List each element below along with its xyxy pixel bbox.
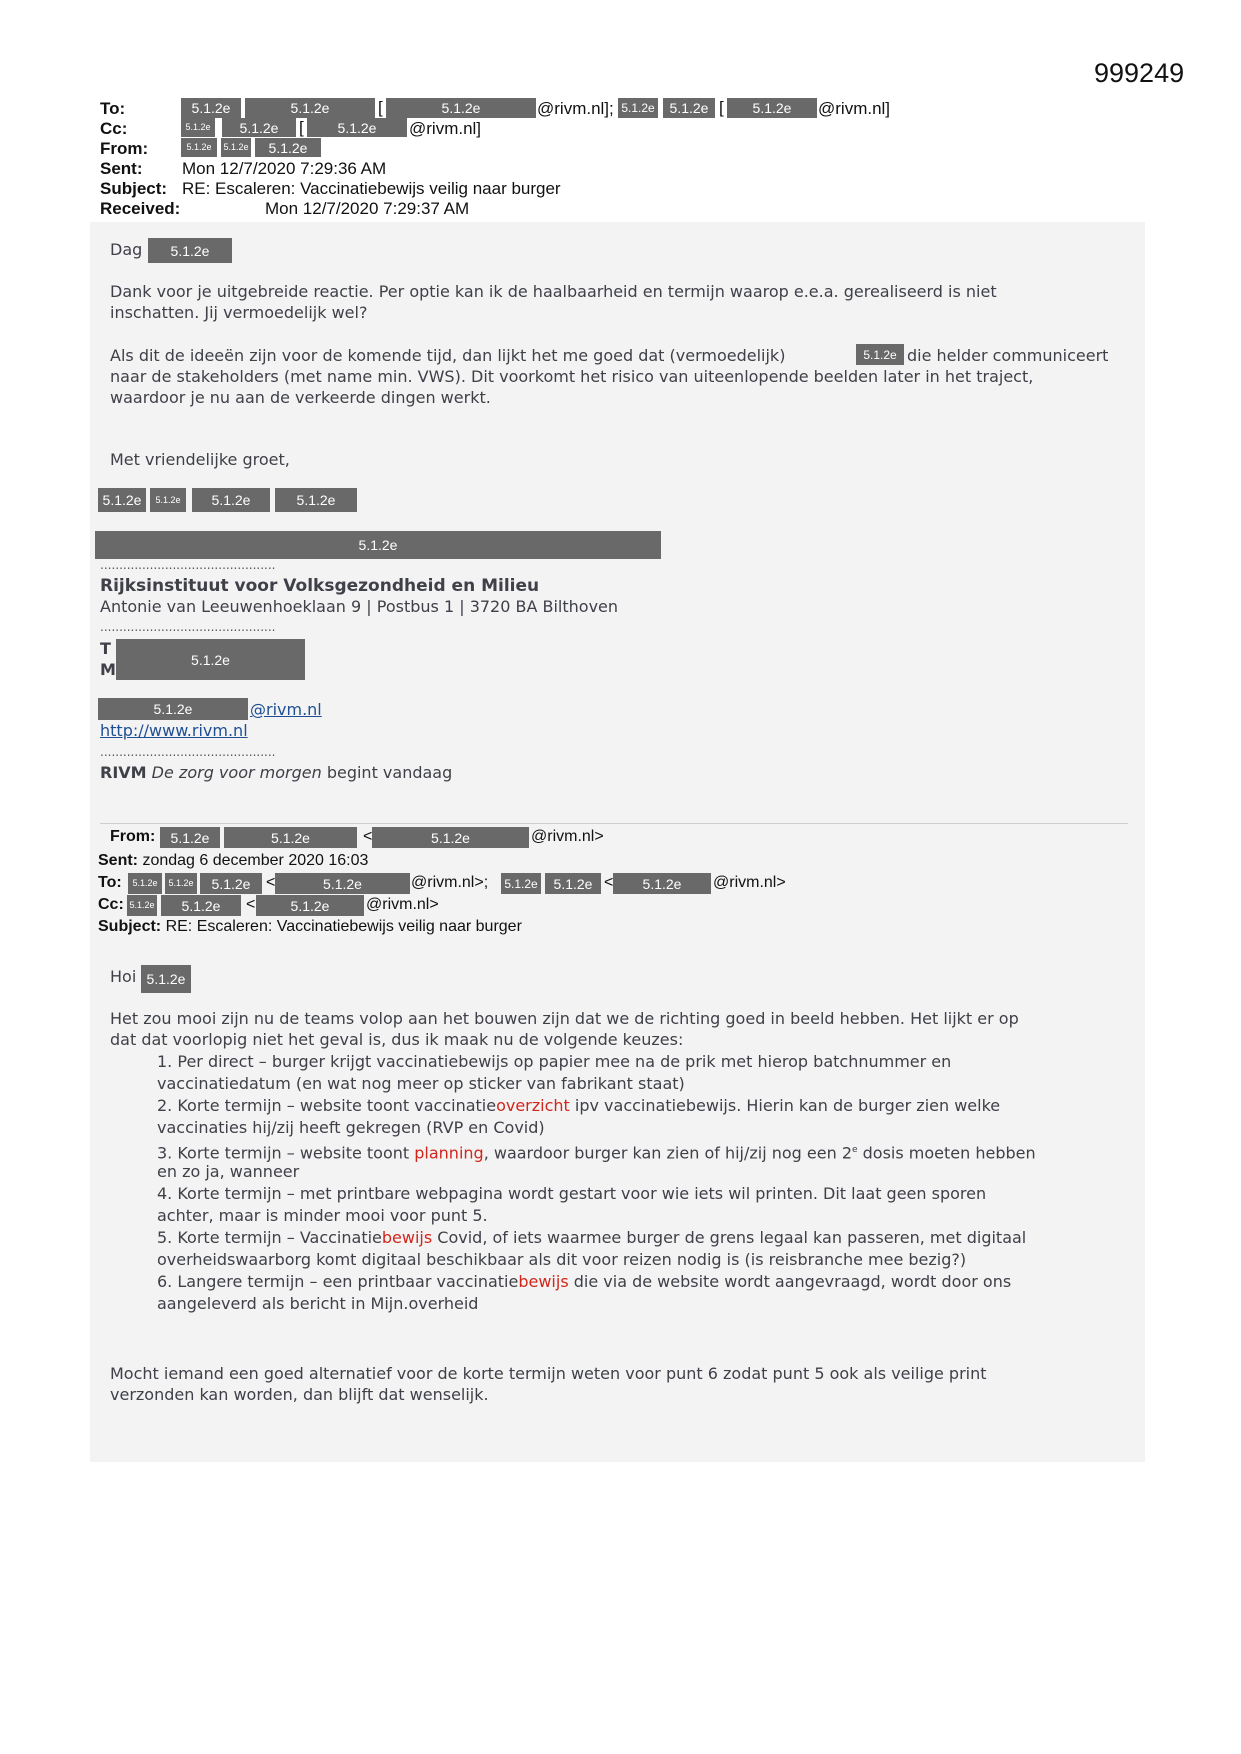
list-item: 3. Korte termijn – website toont planning, waardoor burger kan zien of hij/zij nog een 2e dosis moeten hebben bbox=[157, 1143, 1036, 1163]
redaction-box: 5.1.2e bbox=[545, 873, 601, 894]
redaction-box: 5.1.2e bbox=[161, 895, 241, 916]
list-item-continuation: en zo ja, wanneer bbox=[157, 1162, 300, 1181]
redaction-box: 5.1.2e bbox=[245, 98, 375, 118]
redaction-box: 5.1.2e bbox=[192, 488, 270, 512]
angle-bracket: < bbox=[266, 874, 276, 891]
redaction-box: 5.1.2e bbox=[256, 895, 364, 916]
paragraph-line: Dank voor je uitgebreide reactie. Per optie kan ik de haalbaarheid en termijn waarop e.e.a. gerealiseerd is niet bbox=[110, 282, 997, 301]
list-item: 6. Langere termijn – een printbaar vaccinatiebewijs die via de website wordt aangevraagd, wordt door ons bbox=[157, 1272, 1012, 1291]
from-label: From: bbox=[110, 828, 156, 845]
redaction-box: 5.1.2e bbox=[255, 138, 321, 157]
document-number: 999249 bbox=[1094, 58, 1185, 88]
cc-email-suffix: @rivm.nl> bbox=[366, 896, 439, 913]
tagline-rest: begint vandaag bbox=[326, 763, 453, 782]
subject-label: Subject: bbox=[100, 179, 168, 198]
redaction-box: 5.1.2e bbox=[95, 531, 661, 559]
from-label: From: bbox=[100, 139, 149, 158]
paragraph-line: Mocht iemand een goed alternatief voor de korte termijn weten voor punt 6 zodat punt 5 ook als veilige print bbox=[110, 1364, 987, 1383]
redaction-box: 5.1.2e bbox=[618, 98, 658, 118]
to-email-suffix: @rivm.nl]; bbox=[537, 99, 614, 118]
subject-value: RE: Escaleren: Vaccinatiebewijs veilig naar burger bbox=[182, 179, 561, 198]
redaction-box: 5.1.2e bbox=[150, 488, 186, 512]
redaction-box: 5.1.2e bbox=[727, 98, 817, 118]
to-email-suffix: @rivm.nl] bbox=[818, 99, 891, 118]
redaction-box: 5.1.2e bbox=[275, 488, 357, 512]
subject-label: Subject: bbox=[98, 918, 162, 935]
organization-name: Rijksinstituut voor Volksgezondheid en Milieu bbox=[100, 576, 540, 596]
redaction-box: 5.1.2e bbox=[116, 639, 305, 680]
redaction-box: 5.1.2e bbox=[98, 488, 146, 512]
organization-address: Antonie van Leeuwenhoeklaan 9 | Postbus 1 | 3720 BA Bilthoven bbox=[100, 597, 619, 616]
separator-dots: .............................................. bbox=[100, 558, 276, 572]
paragraph-line: die helder communiceert bbox=[907, 346, 1109, 365]
redaction-box: 5.1.2e bbox=[372, 827, 529, 848]
cc-label: Cc: bbox=[100, 119, 128, 138]
angle-bracket: < bbox=[604, 874, 614, 891]
redaction-box: 5.1.2e bbox=[224, 827, 357, 848]
phone-label: T bbox=[100, 639, 111, 658]
redaction-box: 5.1.2e bbox=[856, 344, 904, 365]
to-label: To: bbox=[100, 99, 126, 118]
list-item: 1. Per direct – burger krijgt vaccinatiebewijs op papier mee na de prik met hierop batchnummer en bbox=[157, 1052, 952, 1071]
cc-label: Cc: bbox=[98, 896, 124, 913]
subject-line bbox=[98, 918, 522, 936]
to-email-suffix: @rivm.nl>; bbox=[411, 874, 489, 891]
redaction-box: 5.1.2e bbox=[501, 873, 541, 894]
list-item-continuation: vaccinatiedatum (en wat nog meer op sticker van fabrikant staat) bbox=[157, 1074, 685, 1093]
sent-label: Sent: bbox=[100, 159, 143, 178]
tagline-italic: De zorg voor morgen bbox=[151, 763, 322, 782]
tagline bbox=[100, 762, 452, 784]
paragraph-line: inschatten. Jij vermoedelijk wel? bbox=[110, 303, 368, 322]
angle-bracket: < bbox=[246, 896, 256, 913]
redaction-box: 5.1.2e bbox=[141, 965, 191, 993]
list-item: 5. Korte termijn – Vaccinatiebewijs Covid, of iets waarmee burger de grens legaal kan passeren, met digitaal bbox=[157, 1228, 1027, 1247]
redaction-box: 5.1.2e bbox=[181, 118, 215, 137]
redaction-box: 5.1.2e bbox=[181, 138, 217, 157]
greeting: Dag bbox=[110, 240, 143, 259]
list-item-continuation: achter, maar is minder mooi voor punt 5. bbox=[157, 1206, 488, 1225]
tagline-brand: RIVM bbox=[100, 763, 147, 782]
paragraph-line: Als dit de ideeën zijn voor de komende tijd, dan lijkt het me goed dat (vermoedelijk) bbox=[110, 346, 786, 365]
redaction-box: 5.1.2e bbox=[221, 138, 251, 157]
redaction-box: 5.1.2e bbox=[222, 118, 296, 137]
sent-value: Mon 12/7/2020 7:29:36 AM bbox=[182, 159, 387, 178]
paragraph-line: naar de stakeholders (met name min. VWS). Dit voorkomt het risico van uiteenlopende beelden later in het traject, bbox=[110, 367, 1034, 386]
divider bbox=[100, 823, 1128, 824]
paragraph-line: dat dat voorlopig niet het geval is, dus ik maak nu de volgende keuzes: bbox=[110, 1030, 684, 1049]
separator-dots: .............................................. bbox=[100, 745, 276, 759]
list-item: 4. Korte termijn – met printbare webpagina wordt gestart voor wie iets wil printen. Dit laat geen sporen bbox=[157, 1184, 987, 1203]
redaction-box: 5.1.2e bbox=[275, 873, 410, 894]
redaction-box: 5.1.2e bbox=[200, 873, 262, 894]
website-link[interactable]: http://www.rivm.nl bbox=[100, 721, 248, 740]
angle-bracket: < bbox=[363, 828, 373, 845]
sent-line bbox=[98, 852, 368, 870]
redaction-box: 5.1.2e bbox=[160, 827, 220, 848]
redaction-box: 5.1.2e bbox=[148, 238, 232, 263]
redaction-box: 5.1.2e bbox=[98, 698, 248, 720]
sent-value: zondag 6 december 2020 16:03 bbox=[142, 852, 369, 869]
paragraph-line: waardoor je nu aan de verkeerde dingen werkt. bbox=[110, 388, 491, 407]
redaction-box: 5.1.2e bbox=[307, 118, 407, 137]
redaction-box: 5.1.2e bbox=[386, 98, 536, 118]
list-item-continuation: overheidswaarborg komt digitaal beschikbaar als dit voor reizen nodig is (is reisbranche mee bezig?) bbox=[157, 1250, 967, 1269]
redaction-box: 5.1.2e bbox=[181, 98, 241, 118]
redaction-box: 5.1.2e bbox=[127, 895, 157, 916]
redaction-box: 5.1.2e bbox=[613, 873, 711, 894]
list-item: 2. Korte termijn – website toont vaccinatieoverzicht ipv vaccinatiebewijs. Hierin kan de burger zien welke bbox=[157, 1096, 1001, 1115]
from-email-suffix: @rivm.nl> bbox=[531, 828, 604, 845]
cc-email-suffix: @rivm.nl] bbox=[409, 119, 482, 138]
paragraph-line: verzonden kan worden, dan blijft dat wenselijk. bbox=[110, 1385, 489, 1404]
separator-dots: .............................................. bbox=[100, 620, 276, 634]
mobile-label: M bbox=[100, 660, 116, 679]
email-link[interactable]: @rivm.nl bbox=[250, 700, 322, 719]
to-label: To: bbox=[98, 874, 122, 891]
subject-value: RE: Escaleren: Vaccinatiebewijs veilig naar burger bbox=[165, 918, 522, 935]
redaction-box: 5.1.2e bbox=[663, 98, 715, 118]
list-item-continuation: vaccinaties hij/zij heeft gekregen (RVP en Covid) bbox=[157, 1118, 545, 1137]
greeting: Hoi bbox=[110, 967, 137, 986]
sent-label: Sent: bbox=[98, 852, 138, 869]
to-email-suffix: @rivm.nl> bbox=[713, 874, 786, 891]
received-value: Mon 12/7/2020 7:29:37 AM bbox=[265, 199, 470, 218]
closing: Met vriendelijke groet, bbox=[110, 450, 290, 469]
list-item-continuation: aangeleverd als bericht in Mijn.overheid bbox=[157, 1294, 479, 1313]
redaction-box: 5.1.2e bbox=[128, 873, 162, 894]
paragraph-line: Het zou mooi zijn nu de teams volop aan het bouwen zijn dat we de richting goed in beeld hebben. Het lijkt er op bbox=[110, 1009, 1019, 1028]
received-label: Received: bbox=[100, 199, 181, 218]
redaction-box: 5.1.2e bbox=[165, 873, 197, 894]
numbered-list bbox=[157, 1051, 1036, 1315]
